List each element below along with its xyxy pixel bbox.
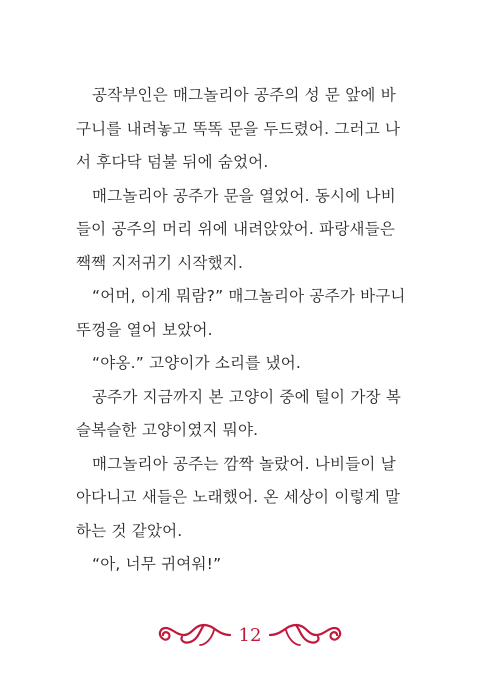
- text-line: 아다니고 새들은 노래했어. 온 세상이 이렇게 말: [76, 488, 401, 506]
- text-line: 들이 공주의 머리 위에 내려앉았어. 파랑새들은: [76, 220, 396, 238]
- text-line: 뚜껑을 열어 보았어.: [76, 320, 213, 339]
- text-line: “어머, 이게 뭐람?” 매그놀리아 공주가 바구니: [92, 287, 406, 305]
- text-line: 공주가 지금까지 본 고양이 중에 털이 가장 복: [92, 387, 402, 406]
- text-line: 구니를 내려놓고 똑똑 문을 두드렸어. 그러고 나: [76, 119, 401, 138]
- text-line: “아, 너무 귀여워!”: [92, 555, 222, 573]
- text-line: 하는 것 같았어.: [76, 521, 183, 540]
- page-number: 12: [238, 625, 262, 646]
- text-line: 짹짹 지저귀기 시작했지.: [76, 253, 244, 272]
- page-footer: [0, 618, 500, 654]
- text-line: 매그놀리아 공주가 문을 열었어. 동시에 나비: [92, 186, 396, 205]
- right-flourish-icon: [266, 618, 344, 652]
- text-line: 매그놀리아 공주는 깜짝 놀랐어. 나비들이 날: [92, 454, 396, 473]
- text-line: 서 후다닥 덤불 뒤에 숨었어.: [76, 153, 269, 171]
- story-text: [76, 79, 422, 582]
- text-line: “야옹.” 고양이가 소리를 냈어.: [92, 354, 301, 372]
- text-line: 공작부인은 매그놀리아 공주의 성 문 앞에 바: [92, 86, 396, 104]
- left-flourish-icon: [156, 618, 234, 652]
- text-line: 슬복슬한 고양이였지 뭐야.: [76, 421, 259, 439]
